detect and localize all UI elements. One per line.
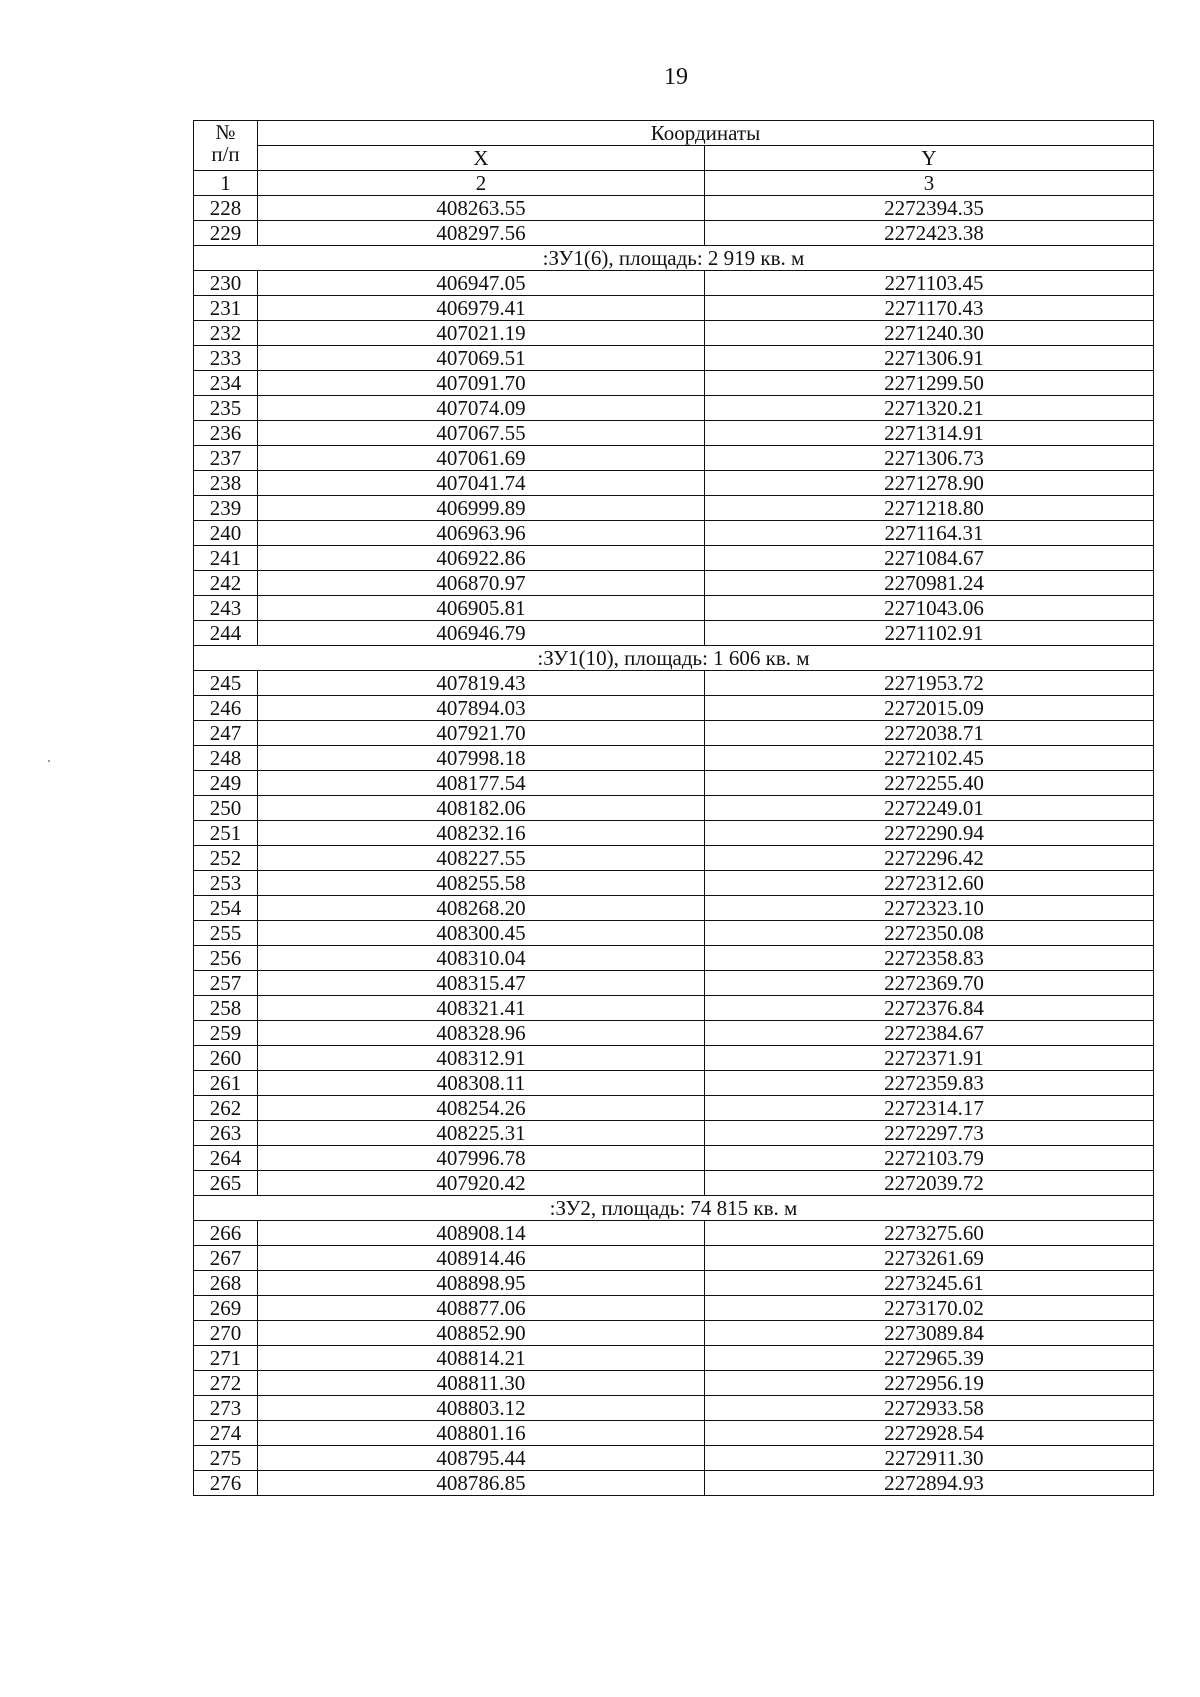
y-coordinate-cell: 2272296.42 [705, 846, 1154, 871]
point-number-cell: 271 [194, 1346, 258, 1371]
point-number-cell: 239 [194, 496, 258, 521]
table-row [194, 1346, 1154, 1371]
y-coordinate-cell: 2272423.38 [705, 221, 1154, 246]
y-coordinate-cell: 2272312.60 [705, 871, 1154, 896]
section-title-row [194, 646, 1154, 671]
section-title: :ЗУ1(6), площадь: 2 919 кв. м [194, 246, 1154, 271]
y-coordinate-cell: 2272314.17 [705, 1096, 1154, 1121]
y-coordinate-cell: 2271043.06 [705, 596, 1154, 621]
table-row [194, 271, 1154, 296]
point-number-cell: 235 [194, 396, 258, 421]
point-number-cell: 273 [194, 1396, 258, 1421]
table-row [194, 1221, 1154, 1246]
point-number-cell: 274 [194, 1421, 258, 1446]
x-coordinate-cell: 406999.89 [258, 496, 705, 521]
x-coordinate-cell: 406946.79 [258, 621, 705, 646]
point-number-cell: 270 [194, 1321, 258, 1346]
table-row [194, 1296, 1154, 1321]
y-coordinate-cell: 2271164.31 [705, 521, 1154, 546]
table-body [194, 196, 1154, 1496]
table-row [194, 421, 1154, 446]
x-coordinate-cell: 408315.47 [258, 971, 705, 996]
point-number-cell: 255 [194, 921, 258, 946]
x-coordinate-cell: 408177.54 [258, 771, 705, 796]
y-coordinate-cell: 2272038.71 [705, 721, 1154, 746]
point-number-cell: 247 [194, 721, 258, 746]
table-row [194, 571, 1154, 596]
table-row [194, 471, 1154, 496]
section-title: :ЗУ1(10), площадь: 1 606 кв. м [194, 646, 1154, 671]
table-row [194, 1096, 1154, 1121]
table-row [194, 1121, 1154, 1146]
scan-speck [48, 760, 50, 762]
x-coordinate-cell: 408814.21 [258, 1346, 705, 1371]
x-coordinate-cell: 406947.05 [258, 271, 705, 296]
x-coordinate-cell: 408803.12 [258, 1396, 705, 1421]
point-number-cell: 253 [194, 871, 258, 896]
y-coordinate-cell: 2272015.09 [705, 696, 1154, 721]
y-coordinate-cell: 2271278.90 [705, 471, 1154, 496]
section-title-row [194, 1196, 1154, 1221]
point-number-cell: 263 [194, 1121, 258, 1146]
x-coordinate-cell: 407920.42 [258, 1171, 705, 1196]
y-coordinate-cell: 2271953.72 [705, 671, 1154, 696]
x-coordinate-cell: 407074.09 [258, 396, 705, 421]
table-row [194, 1021, 1154, 1046]
x-coordinate-cell: 407894.03 [258, 696, 705, 721]
y-coordinate-cell: 2273170.02 [705, 1296, 1154, 1321]
point-number-cell: 238 [194, 471, 258, 496]
point-number-cell: 231 [194, 296, 258, 321]
table-row [194, 746, 1154, 771]
y-coordinate-cell: 2272894.93 [705, 1471, 1154, 1496]
number-abbrev: п/п [211, 142, 240, 166]
y-coordinate-cell: 2272369.70 [705, 971, 1154, 996]
x-coordinate-cell: 408328.96 [258, 1021, 705, 1046]
table-row [194, 821, 1154, 846]
table-row [194, 296, 1154, 321]
y-coordinate-cell: 2271102.91 [705, 621, 1154, 646]
y-coordinate-cell: 2272102.45 [705, 746, 1154, 771]
x-coordinate-cell: 406963.96 [258, 521, 705, 546]
y-coordinate-cell: 2272956.19 [705, 1371, 1154, 1396]
x-coordinate-cell: 408263.55 [258, 196, 705, 221]
y-coordinate-cell: 2272928.54 [705, 1421, 1154, 1446]
x-coordinate-cell: 408786.85 [258, 1471, 705, 1496]
x-coordinate-cell: 407061.69 [258, 446, 705, 471]
point-number-cell: 249 [194, 771, 258, 796]
table-row [194, 771, 1154, 796]
y-coordinate-cell: 2273261.69 [705, 1246, 1154, 1271]
table-row [194, 971, 1154, 996]
y-coordinate-cell: 2272933.58 [705, 1396, 1154, 1421]
y-coordinate-cell: 2272297.73 [705, 1121, 1154, 1146]
point-number-cell: 264 [194, 1146, 258, 1171]
y-coordinate-cell: 2272965.39 [705, 1346, 1154, 1371]
point-number-cell: 242 [194, 571, 258, 596]
x-coordinate-cell: 408310.04 [258, 946, 705, 971]
page-number: 19 [664, 64, 688, 90]
x-coordinate-cell: 408914.46 [258, 1246, 705, 1271]
table-row [194, 1396, 1154, 1421]
x-coordinate-cell: 408227.55 [258, 846, 705, 871]
table-row [194, 446, 1154, 471]
x-coordinate-cell: 408254.26 [258, 1096, 705, 1121]
x-coordinate-cell: 407067.55 [258, 421, 705, 446]
table-row [194, 1271, 1154, 1296]
y-coordinate-cell: 2272039.72 [705, 1171, 1154, 1196]
y-coordinate-cell: 2271218.80 [705, 496, 1154, 521]
section-title: :ЗУ2, площадь: 74 815 кв. м [194, 1196, 1154, 1221]
x-coordinate-cell: 408225.31 [258, 1121, 705, 1146]
x-coordinate-cell: 408232.16 [258, 821, 705, 846]
x-column-header: X [258, 146, 705, 171]
table-row [194, 1321, 1154, 1346]
y-coordinate-cell: 2272350.08 [705, 921, 1154, 946]
y-coordinate-cell: 2271084.67 [705, 546, 1154, 571]
table-row [194, 1371, 1154, 1396]
point-number-cell: 243 [194, 596, 258, 621]
x-coordinate-cell: 406979.41 [258, 296, 705, 321]
y-coordinate-cell: 2270981.24 [705, 571, 1154, 596]
table-row [194, 946, 1154, 971]
y-coordinate-cell: 2272290.94 [705, 821, 1154, 846]
x-coordinate-cell: 408297.56 [258, 221, 705, 246]
point-number-cell: 259 [194, 1021, 258, 1046]
x-coordinate-cell: 408308.11 [258, 1071, 705, 1096]
y-coordinate-cell: 2273245.61 [705, 1271, 1154, 1296]
column-number-1: 1 [194, 171, 258, 196]
x-coordinate-cell: 407921.70 [258, 721, 705, 746]
point-number-cell: 244 [194, 621, 258, 646]
section-title-row [194, 246, 1154, 271]
table-row [194, 596, 1154, 621]
table-row [194, 1146, 1154, 1171]
x-coordinate-cell: 408811.30 [258, 1371, 705, 1396]
y-coordinate-cell: 2272394.35 [705, 196, 1154, 221]
number-sign: № [215, 120, 236, 144]
x-coordinate-cell: 408898.95 [258, 1271, 705, 1296]
y-coordinate-cell: 2272376.84 [705, 996, 1154, 1021]
y-coordinate-cell: 2272103.79 [705, 1146, 1154, 1171]
column-number-2: 2 [258, 171, 705, 196]
y-coordinate-cell: 2272255.40 [705, 771, 1154, 796]
point-number-cell: 252 [194, 846, 258, 871]
number-column-header [194, 121, 258, 171]
table-row [194, 346, 1154, 371]
point-number-cell: 248 [194, 746, 258, 771]
table-row [194, 846, 1154, 871]
point-number-cell: 265 [194, 1171, 258, 1196]
x-coordinate-cell: 408312.91 [258, 1046, 705, 1071]
y-coordinate-cell: 2272359.83 [705, 1071, 1154, 1096]
table-row [194, 921, 1154, 946]
y-coordinate-cell: 2271103.45 [705, 271, 1154, 296]
table-row [194, 371, 1154, 396]
point-number-cell: 261 [194, 1071, 258, 1096]
table-row [194, 621, 1154, 646]
y-coordinate-cell: 2272358.83 [705, 946, 1154, 971]
point-number-cell: 256 [194, 946, 258, 971]
x-coordinate-cell: 407041.74 [258, 471, 705, 496]
point-number-cell: 272 [194, 1371, 258, 1396]
point-number-cell: 230 [194, 271, 258, 296]
point-number-cell: 237 [194, 446, 258, 471]
point-number-cell: 236 [194, 421, 258, 446]
table-row [194, 671, 1154, 696]
x-coordinate-cell: 406870.97 [258, 571, 705, 596]
table-row [194, 221, 1154, 246]
table-row [194, 896, 1154, 921]
table-row [194, 1246, 1154, 1271]
x-coordinate-cell: 408268.20 [258, 896, 705, 921]
x-coordinate-cell: 408255.58 [258, 871, 705, 896]
table-row [194, 546, 1154, 571]
x-coordinate-cell: 408801.16 [258, 1421, 705, 1446]
point-number-cell: 245 [194, 671, 258, 696]
point-number-cell: 276 [194, 1471, 258, 1496]
table-row [194, 496, 1154, 521]
x-coordinate-cell: 408908.14 [258, 1221, 705, 1246]
point-number-cell: 269 [194, 1296, 258, 1321]
point-number-cell: 257 [194, 971, 258, 996]
y-coordinate-cell: 2271320.21 [705, 396, 1154, 421]
y-coordinate-cell: 2273089.84 [705, 1321, 1154, 1346]
x-coordinate-cell: 408852.90 [258, 1321, 705, 1346]
x-coordinate-cell: 407819.43 [258, 671, 705, 696]
x-coordinate-cell: 407069.51 [258, 346, 705, 371]
x-coordinate-cell: 408300.45 [258, 921, 705, 946]
column-number-3: 3 [705, 171, 1154, 196]
table-row [194, 521, 1154, 546]
table-row [194, 871, 1154, 896]
point-number-cell: 266 [194, 1221, 258, 1246]
table-row [194, 1046, 1154, 1071]
x-coordinate-cell: 408795.44 [258, 1446, 705, 1471]
point-number-cell: 258 [194, 996, 258, 1021]
point-number-cell: 234 [194, 371, 258, 396]
point-number-cell: 260 [194, 1046, 258, 1071]
point-number-cell: 240 [194, 521, 258, 546]
x-coordinate-cell: 408877.06 [258, 1296, 705, 1321]
x-coordinate-cell: 407091.70 [258, 371, 705, 396]
y-coordinate-cell: 2271299.50 [705, 371, 1154, 396]
point-number-cell: 228 [194, 196, 258, 221]
point-number-cell: 251 [194, 821, 258, 846]
table-row [194, 1171, 1154, 1196]
x-coordinate-cell: 407996.78 [258, 1146, 705, 1171]
table-row [194, 1071, 1154, 1096]
table-row [194, 721, 1154, 746]
x-coordinate-cell: 407021.19 [258, 321, 705, 346]
point-number-cell: 262 [194, 1096, 258, 1121]
table-row [194, 1446, 1154, 1471]
coordinates-header: Координаты [258, 121, 1154, 146]
table-row [194, 1471, 1154, 1496]
point-number-cell: 233 [194, 346, 258, 371]
point-number-cell: 275 [194, 1446, 258, 1471]
y-coordinate-cell: 2271306.73 [705, 446, 1154, 471]
point-number-cell: 246 [194, 696, 258, 721]
point-number-cell: 254 [194, 896, 258, 921]
table-row [194, 696, 1154, 721]
y-coordinate-cell: 2272323.10 [705, 896, 1154, 921]
point-number-cell: 241 [194, 546, 258, 571]
point-number-cell: 268 [194, 1271, 258, 1296]
x-coordinate-cell: 406922.86 [258, 546, 705, 571]
y-coordinate-cell: 2271170.43 [705, 296, 1154, 321]
x-coordinate-cell: 408321.41 [258, 996, 705, 1021]
x-coordinate-cell: 408182.06 [258, 796, 705, 821]
y-coordinate-cell: 2271306.91 [705, 346, 1154, 371]
table-row [194, 996, 1154, 1021]
y-coordinate-cell: 2272249.01 [705, 796, 1154, 821]
point-number-cell: 232 [194, 321, 258, 346]
y-coordinate-cell: 2271314.91 [705, 421, 1154, 446]
y-coordinate-cell: 2271240.30 [705, 321, 1154, 346]
y-coordinate-cell: 2273275.60 [705, 1221, 1154, 1246]
x-coordinate-cell: 407998.18 [258, 746, 705, 771]
x-coordinate-cell: 406905.81 [258, 596, 705, 621]
coordinates-table [193, 120, 1154, 1496]
table-row [194, 396, 1154, 421]
y-coordinate-cell: 2272911.30 [705, 1446, 1154, 1471]
y-column-header: Y [705, 146, 1154, 171]
table-row [194, 321, 1154, 346]
y-coordinate-cell: 2272384.67 [705, 1021, 1154, 1046]
table-row [194, 196, 1154, 221]
point-number-cell: 229 [194, 221, 258, 246]
table-row [194, 1421, 1154, 1446]
table-row [194, 796, 1154, 821]
y-coordinate-cell: 2272371.91 [705, 1046, 1154, 1071]
point-number-cell: 267 [194, 1246, 258, 1271]
point-number-cell: 250 [194, 796, 258, 821]
